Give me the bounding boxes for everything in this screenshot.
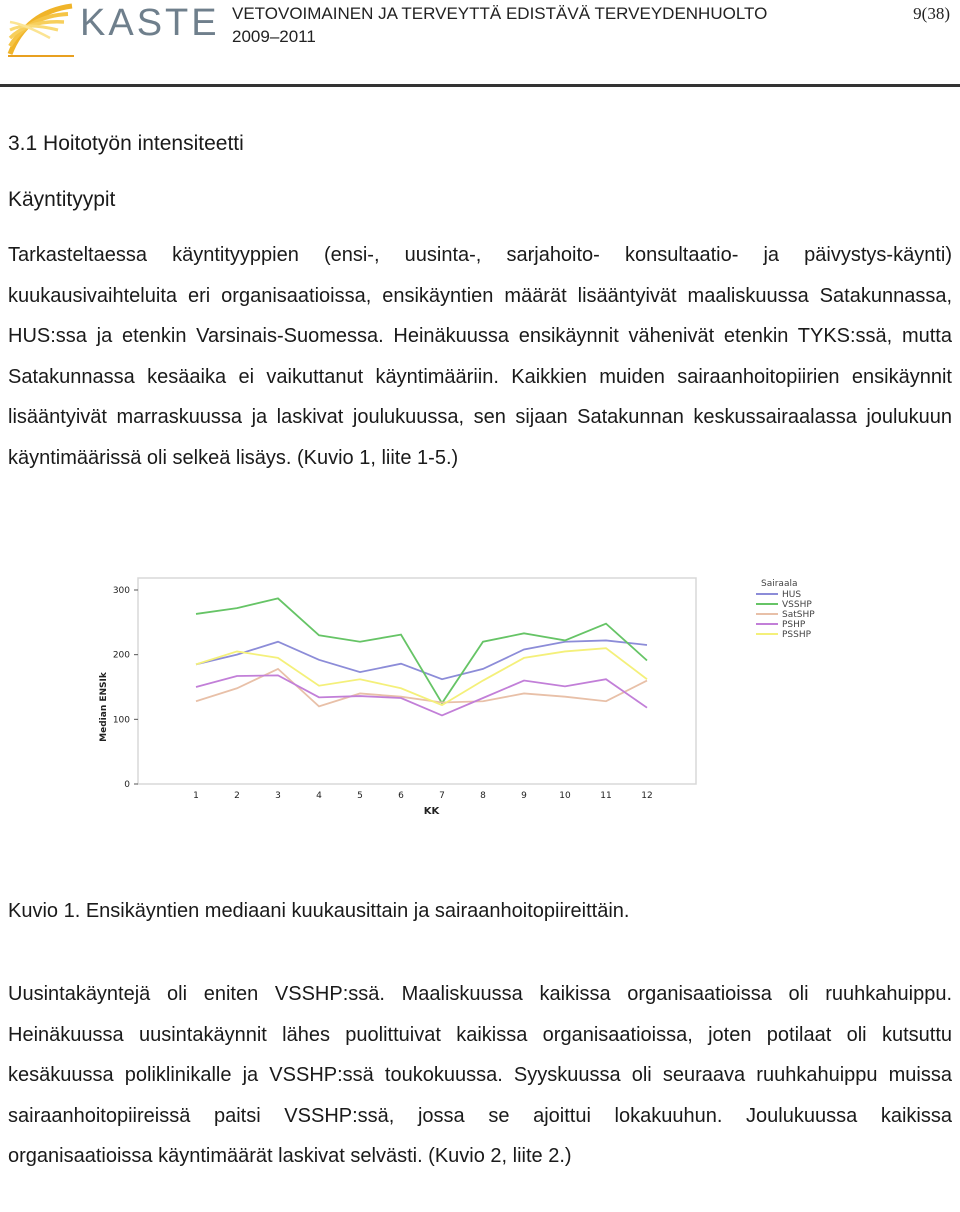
legend-label-satshp: SatSHP	[782, 610, 815, 620]
y-tick-label: 300	[112, 586, 130, 596]
y-axis-label: Median ENSIk	[99, 672, 109, 742]
y-tick-label: 200	[112, 650, 130, 661]
x-tick-label: 3	[275, 791, 281, 801]
line-chart	[86, 572, 866, 844]
line-chart-figure	[86, 572, 866, 844]
x-tick-label: 7	[439, 791, 445, 801]
legend-label-psshp: PSSHP	[782, 630, 812, 640]
logo-text: KASTE	[80, 2, 220, 44]
legend-label-pshp: PSHP	[782, 620, 806, 630]
x-tick-label: 2	[234, 791, 240, 801]
legend-title: Sairaala	[761, 579, 798, 589]
x-tick-label: 1	[193, 791, 199, 801]
x-tick-label: 11	[600, 791, 612, 801]
x-axis-label: KK	[423, 806, 440, 817]
y-tick-label: 0	[124, 780, 130, 790]
x-tick-label: 5	[357, 791, 363, 801]
section-title: 3.1 Hoitotyön intensiteetti	[8, 132, 244, 155]
x-tick-label: 6	[398, 791, 404, 801]
kaste-logo	[6, 2, 220, 58]
x-tick-label: 12	[641, 791, 653, 801]
figure-caption: Kuvio 1. Ensikäyntien mediaani kuukausittain ja sairaanhoitopiireittäin.	[8, 900, 630, 922]
logo-emblem-icon	[6, 2, 76, 58]
x-tick-label: 9	[521, 791, 527, 801]
subsection-title: Käyntityypit	[8, 188, 116, 211]
x-tick-label: 8	[480, 791, 486, 801]
body-paragraph-1: Tarkasteltaessa käyntityyppien (ensi-, uusinta-, sarjahoito- konsultaatio- ja päivystys-käynti) kuukausivaihteluita eri organisaatioissa, ensikäyntien määrät lisääntyivät maaliskuussa Satakunnassa, HUS:ssa ja etenkin Varsinais-Suomessa. Heinäkuussa ensikäynnit vähenivät etenkin TYKS:ssä, mutta Satakunnassa kesäaika ei vaikuttanut käyntimääriin. Kaikkien muiden sairaanhoitopiirien ensikäynnit lisääntyivät marraskuussa ja laskivat joulukuussa, sen sijaan Satakunnan keskussairaalassa joulukuun käyntimäärissä oli selkeä lisäys. (Kuvio 1, liite 1-5.)	[8, 244, 952, 469]
y-tick-label: 100	[112, 715, 130, 726]
header-title: VETOVOIMAINEN JA TERVEYTTÄ EDISTÄVÄ TERVEYDENHUOLTO	[232, 4, 768, 23]
body-paragraph-2: Uusintakäyntejä oli eniten VSSHP:ssä. Maaliskuussa kaikissa organisaatioissa oli ruuhkahuippu. Heinäkuussa uusintakäynnit lähes puolittuivat kaikissa organisaatioissa, joten potilaat oli kutsuttu kesäkuussa poliklinikalle ja VSSHP:ssä toukokuussa. Syyskuussa oli seuraava ruuhkahuippu muissa sairaanhoitopiireissä paitsi VSSHP:ssä, jossa se ajoittui lokakuuhun. Joulukuussa kaikissa organisaatioissa käyntimäärät laskivat selvästi. (Kuvio 2, liite 2.)	[8, 983, 952, 1168]
page-header	[0, 0, 960, 88]
page-number: 9(38)	[913, 4, 950, 23]
x-tick-label: 4	[316, 791, 322, 801]
header-divider	[0, 84, 960, 87]
x-tick-label: 10	[559, 791, 571, 801]
legend-label-vsshp: VSSHP	[782, 600, 812, 610]
legend-label-hus: HUS	[782, 590, 802, 600]
header-years: 2009–2011	[232, 27, 316, 46]
